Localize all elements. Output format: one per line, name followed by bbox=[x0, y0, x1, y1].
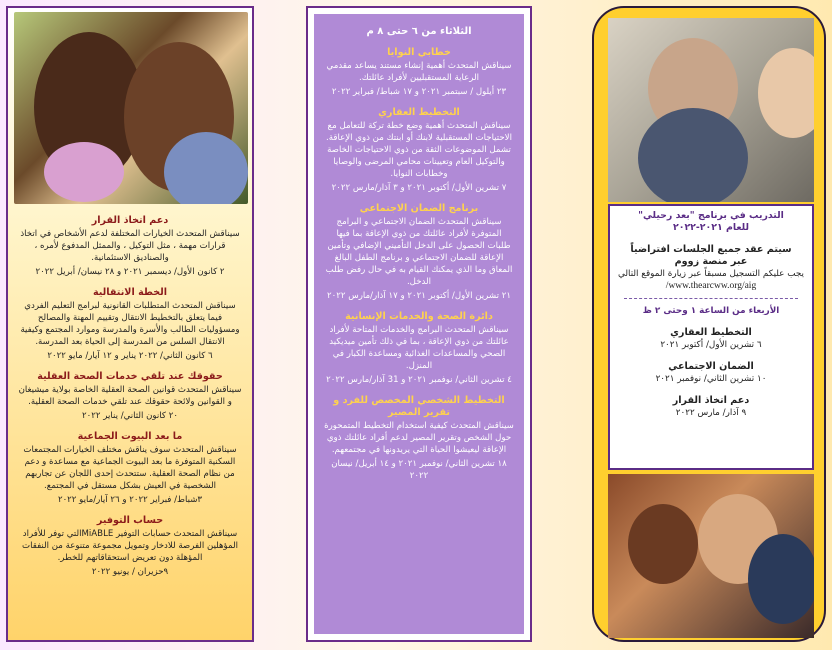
section-date: ٤ تشرين الثاني/ نوفمبر ٢٠٢١ و 31 آذار/مارس ٢٠٢٢ bbox=[326, 375, 512, 385]
middle-panel-background bbox=[314, 14, 524, 634]
info-card bbox=[608, 204, 814, 470]
section-body: سيناقش المتحدث الخيارات المختلفة لدعم الأشخاص في اتخاذ قرارات مهمة ، مثل التوكيل ، والممثل المدفوع لأمره ، والصناديق الاستئمانية. bbox=[20, 229, 240, 263]
section-transition-plan bbox=[18, 287, 242, 362]
section-body: سيناقش المتحدث أهمية وضع خطة تركة للتعامل مع الاحتياجات المستقبلية لابنك أو ابنتك من ذوي الإعاقة. تشمل الموضوعات الثقة من ذوي الاحتياجات الخاصة والتوكيل العام وتعيينات محامي المرضى والوصايا وخطابات النوايا. bbox=[326, 121, 512, 179]
zoom-platform-line: عبر منصة زووم bbox=[674, 256, 748, 267]
program-title: التدريب في برنامج "بعد رحيلي" bbox=[638, 210, 784, 221]
right-panel bbox=[592, 6, 826, 642]
section-body: سيناقش المتحدث المتطلبات القانونية لبرامج التعليم الفردي فيما يتعلق بالتخطيط الانتقال وتقييم المهنة والمصالح ومسؤوليات الطالب والأسرة والمدرسة وموارد المجتمع وكيفية الانتقال السلس من المدرسة إلى الحياة بعد المدرسة. bbox=[20, 301, 240, 347]
section-body: سيناقش المتحدث البرامج والخدمات المتاحة لأفراد عائلتك من ذوي الإعاقة ، بما في ذلك تأمين ميديكيد الصحي والمساعدات الغذائية ومساعدة الكبار في المنزل. bbox=[329, 325, 509, 371]
left-panel bbox=[6, 6, 254, 642]
session-title: التخطيط العقاري bbox=[670, 327, 752, 338]
section-body: سيناقش المتحدث حسابات التوفير MiABLEالتي توفر للأفراد المؤهلين الفرصة للادخار وتمويل مجموعة متنوعة من النفقات المؤهلة دون تعريض استحقاقاتهم للخطر. bbox=[22, 529, 238, 563]
section-health-human-services bbox=[324, 311, 514, 386]
section-title: حساب التوفير bbox=[96, 515, 164, 526]
session-date: ١٠ تشرين الثاني/ نوفمبر ٢٠٢١ bbox=[655, 374, 767, 384]
section-date: ٢٠ كانون الثاني/ يناير ٢٠٢٢ bbox=[82, 411, 178, 421]
photo-young-man-wheelchair bbox=[608, 18, 814, 202]
left-sections bbox=[18, 206, 242, 578]
section-title: التخطيط العقاري bbox=[378, 107, 460, 118]
middle-sections bbox=[324, 18, 514, 482]
section-title: دائرة الصحة والخدمات الإنسانية bbox=[345, 311, 493, 322]
divider bbox=[624, 298, 798, 299]
section-estate-planning bbox=[324, 107, 514, 194]
section-title: برنامج الضمان الاجتماعي bbox=[359, 203, 479, 214]
section-body: سيناقش المتحدث سوف يناقش مختلف الخيارات المجتمعات السكنية المتوفرة ما بعد البيوت الجماعية مع مساعدة و دعم من نظام الصحة العقلية. ستتحدث إحدى اللجان عن تجاربهم الشخصية في العيش بشكل مستقل في المجتمع. bbox=[23, 445, 237, 491]
section-mental-health-rights bbox=[18, 371, 242, 422]
section-social-security bbox=[324, 203, 514, 302]
program-year: للعام ٢٠٢١-٢٠٢٢ bbox=[673, 222, 749, 233]
session-title: الضمان الاجتماعي bbox=[668, 361, 754, 372]
section-decision-support bbox=[18, 215, 242, 278]
section-date: ٢١ تشرين الأول/ أكتوبر ٢٠٢١ و ١٧ آذار/مارس ٢٠٢٢ bbox=[327, 291, 511, 301]
section-body: سيناقش المتحدث الضمان الاجتماعي و البرامج المتوفرة لأفراد عائلتك من ذوي الإعاقة بما فيها طلبات الحصول على الدخل التأميني الإضافي وتأمين الإعاقة للضمان الاجتماعي و برنامج الطفل البالغ المعاق وما الذي يمكنك القيام به في حال رفض طلب الدخل. bbox=[325, 217, 513, 287]
section-title: حقوقك عند تلقي خدمات الصحة العقلية bbox=[37, 371, 223, 382]
section-date: ٦ كانون الثاني/ ٢٠٢٢ يناير و ١٢ آيار/ مايو ٢٠٢٢ bbox=[47, 351, 213, 361]
section-body: سيناقش المتحدث أهمية إنشاء مستند يساعد مقدمي الرعاية المستقبليين لأفراد عائلتك. bbox=[326, 61, 512, 83]
registration-note: يجب عليكم التسجيل مسبقاً عبر زيارة الموقع التالي bbox=[618, 269, 804, 279]
middle-panel bbox=[306, 6, 532, 642]
section-body: سيناقش المتحدث كيفية استخدام التخطيط المتمحورة حول الشخص وتقرير المصير لدعم أفراد عائلتك ذوي الإعاقة ليعيشوا الحياة التي يريدونها في مجتمعهم. bbox=[324, 421, 514, 455]
session-title: دعم اتخاذ القرار bbox=[672, 395, 750, 406]
section-beyond-group-homes bbox=[18, 431, 242, 506]
section-person-centered-planning bbox=[324, 395, 514, 482]
section-letters-of-intent bbox=[324, 47, 514, 98]
photo-two-women-hugging bbox=[14, 12, 248, 204]
section-date: ٢٣ أيلول / سبتمبر ٢٠٢١ و ١٧ شباط/ فبراير ٢٠٢٢ bbox=[331, 87, 507, 97]
section-date: ٣شباط/ فبراير ٢٠٢٢ و ٢٦ آيار/مايو ٢٠٢٢ bbox=[57, 495, 203, 505]
registration-website-link[interactable]: www.thearcww.org/aig/ bbox=[665, 281, 757, 291]
section-title: التخطيط الشخصي المخصص للفرد و تقرير المصير bbox=[333, 395, 505, 418]
section-title: دعم اتخاذ القرار bbox=[91, 215, 169, 226]
section-date: ٩حزيران / يونيو ٢٠٢٢ bbox=[91, 567, 169, 577]
photo-family-group bbox=[608, 474, 814, 638]
middle-header: الثلاثاء من ٦ حتى ٨ م bbox=[366, 26, 472, 37]
session-date: ٩ آذار/ مارس ٢٠٢٢ bbox=[675, 408, 747, 418]
section-date: ٢ كانون الأول/ ديسمبر ٢٠٢١ و ٢٨ نيسان/ أبريل ٢٠٢٢ bbox=[35, 267, 225, 277]
virtual-sessions-line: سيتم عقد جميع الجلسات افتراضياً bbox=[630, 244, 792, 255]
section-date: ١٨ تشرين الثاني/ نوفمبر ٢٠٢١ و ١٤ أبريل/ نيسان ٢٠٢٢ bbox=[331, 459, 507, 481]
section-title: الخطة الانتقالية bbox=[92, 287, 168, 298]
session-date: ٦ تشرين الأول/ أكتوبر ٢٠٢١ bbox=[660, 340, 762, 350]
section-title: خطابي النوايا bbox=[387, 47, 451, 58]
section-body: سيناقش المتحدث قوانين الصحة العقلية الخاصة بولاية ميشيغان و القوانين ولائحة حقوقك عند تلقي خدمات الصحة العقلية. bbox=[18, 385, 242, 407]
section-title: ما بعد البيوت الجماعية bbox=[77, 431, 183, 442]
section-date: ٧ تشرين الأول/ أكتوبر ٢٠٢١ و ٣ آذار/مارس ٢٠٢٢ bbox=[331, 183, 507, 193]
wednesday-time: الأربعاء من الساعة ١ وحتى ٢ ظ bbox=[642, 306, 780, 316]
section-savings-account bbox=[18, 515, 242, 578]
